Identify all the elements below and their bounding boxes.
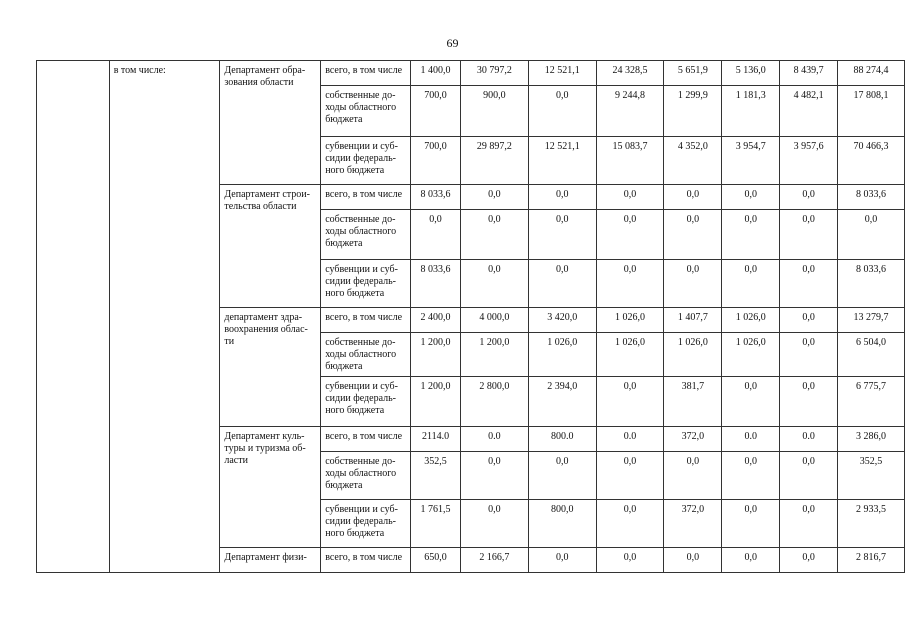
value-cell: 8 033,6 xyxy=(411,185,461,210)
value-cell: 0.0 xyxy=(460,427,528,452)
value-cell: 2 800,0 xyxy=(460,377,528,427)
value-cell: 0,0 xyxy=(596,377,664,427)
department-name-cell: Департамент строи-тельства области xyxy=(220,185,321,308)
value-cell: 0.0 xyxy=(780,427,838,452)
budget-table xyxy=(36,60,905,573)
total-value-cell: 2 816,7 xyxy=(838,548,905,573)
value-cell: 0,0 xyxy=(596,500,664,548)
value-cell: 0,0 xyxy=(596,260,664,308)
department-name-cell: департамент здра-воохранения облас-ти xyxy=(220,308,321,427)
value-cell: 0,0 xyxy=(664,260,722,308)
row-label-cell: всего, в том числе xyxy=(321,308,411,333)
value-cell: 0,0 xyxy=(528,86,596,137)
row-label-cell: субвенции и суб-сидии федераль-ного бюджета xyxy=(321,500,411,548)
value-cell: 1 407,7 xyxy=(664,308,722,333)
value-cell: 2 394,0 xyxy=(528,377,596,427)
row-label-cell: всего, в том числе xyxy=(321,427,411,452)
value-cell: 900,0 xyxy=(460,86,528,137)
value-cell: 1 200,0 xyxy=(411,377,461,427)
value-cell: 0,0 xyxy=(528,260,596,308)
value-cell: 12 521,1 xyxy=(528,61,596,86)
total-value-cell: 352,5 xyxy=(838,452,905,500)
value-cell: 0,0 xyxy=(528,185,596,210)
total-value-cell: 17 808,1 xyxy=(838,86,905,137)
total-value-cell: 0,0 xyxy=(838,210,905,260)
value-cell: 5 651,9 xyxy=(664,61,722,86)
value-cell: 0,0 xyxy=(664,210,722,260)
group-label-cell: в том числе: xyxy=(109,61,220,573)
value-cell: 8 033,6 xyxy=(411,260,461,308)
row-label-cell: собственные до-ходы областного бюджета xyxy=(321,452,411,500)
row-label-cell: субвенции и суб-сидии федераль-ного бюджета xyxy=(321,260,411,308)
value-cell: 0,0 xyxy=(780,377,838,427)
value-cell: 0,0 xyxy=(780,308,838,333)
department-name-cell: Департамент куль-туры и туризма об-ласти xyxy=(220,427,321,548)
value-cell: 4 000,0 xyxy=(460,308,528,333)
total-value-cell: 13 279,7 xyxy=(838,308,905,333)
value-cell: 0,0 xyxy=(596,185,664,210)
value-cell: 15 083,7 xyxy=(596,137,664,185)
row-label-cell: всего, в том числе xyxy=(321,185,411,210)
value-cell: 1 026,0 xyxy=(596,333,664,377)
value-cell: 1 026,0 xyxy=(664,333,722,377)
value-cell: 2 400,0 xyxy=(411,308,461,333)
total-value-cell: 8 033,6 xyxy=(838,260,905,308)
value-cell: 30 797,2 xyxy=(460,61,528,86)
value-cell: 1 026,0 xyxy=(722,308,780,333)
page-number: 69 xyxy=(446,36,459,50)
value-cell: 29 897,2 xyxy=(460,137,528,185)
value-cell: 1 299,9 xyxy=(664,86,722,137)
value-cell: 0,0 xyxy=(528,452,596,500)
value-cell: 0,0 xyxy=(722,185,780,210)
value-cell: 9 244,8 xyxy=(596,86,664,137)
value-cell: 700,0 xyxy=(411,86,461,137)
value-cell: 0,0 xyxy=(780,500,838,548)
row-label-cell: собственные до-ходы областного бюджета xyxy=(321,333,411,377)
department-name-cell: Департамент обра-зования области xyxy=(220,61,321,185)
value-cell: 0,0 xyxy=(780,260,838,308)
value-cell: 0,0 xyxy=(722,260,780,308)
row-label-cell: всего, в том числе xyxy=(321,61,411,86)
total-value-cell: 88 274,4 xyxy=(838,61,905,86)
value-cell: 650,0 xyxy=(411,548,461,573)
value-cell: 0,0 xyxy=(528,210,596,260)
total-value-cell: 70 466,3 xyxy=(838,137,905,185)
value-cell: 0,0 xyxy=(460,452,528,500)
value-cell: 0,0 xyxy=(722,500,780,548)
table-row xyxy=(37,61,905,86)
value-cell: 700,0 xyxy=(411,137,461,185)
row-label-cell: субвенции и суб-сидии федераль-ного бюджета xyxy=(321,377,411,427)
value-cell: 0,0 xyxy=(780,333,838,377)
row-label-cell: всего, в том числе xyxy=(321,548,411,573)
total-value-cell: 2 933,5 xyxy=(838,500,905,548)
value-cell: 0,0 xyxy=(780,548,838,573)
value-cell: 0,0 xyxy=(722,548,780,573)
value-cell: 12 521,1 xyxy=(528,137,596,185)
total-value-cell: 8 033,6 xyxy=(838,185,905,210)
total-value-cell: 6 504,0 xyxy=(838,333,905,377)
value-cell: 1 200,0 xyxy=(460,333,528,377)
value-cell: 3 954,7 xyxy=(722,137,780,185)
value-cell: 8 439,7 xyxy=(780,61,838,86)
value-cell: 0,0 xyxy=(460,500,528,548)
value-cell: 0,0 xyxy=(664,548,722,573)
total-value-cell: 6 775,7 xyxy=(838,377,905,427)
value-cell: 372,0 xyxy=(664,500,722,548)
value-cell: 0.0 xyxy=(596,427,664,452)
value-cell: 1 181,3 xyxy=(722,86,780,137)
value-cell: 0,0 xyxy=(722,452,780,500)
value-cell: 0,0 xyxy=(722,377,780,427)
value-cell: 3 957,6 xyxy=(780,137,838,185)
value-cell: 5 136,0 xyxy=(722,61,780,86)
value-cell: 0,0 xyxy=(780,452,838,500)
value-cell: 1 400,0 xyxy=(411,61,461,86)
row-label-cell: субвенции и суб-сидии федераль-ного бюджета xyxy=(321,137,411,185)
value-cell: 372,0 xyxy=(664,427,722,452)
value-cell: 0.0 xyxy=(722,427,780,452)
value-cell: 1 026,0 xyxy=(596,308,664,333)
value-cell: 0,0 xyxy=(460,210,528,260)
value-cell: 0,0 xyxy=(722,210,780,260)
value-cell: 0,0 xyxy=(596,548,664,573)
value-cell: 0,0 xyxy=(596,210,664,260)
value-cell: 1 761,5 xyxy=(411,500,461,548)
value-cell: 0,0 xyxy=(664,185,722,210)
value-cell: 1 200,0 xyxy=(411,333,461,377)
total-value-cell: 3 286,0 xyxy=(838,427,905,452)
value-cell: 352,5 xyxy=(411,452,461,500)
row-label-cell: собственные до-ходы областного бюджета xyxy=(321,86,411,137)
row-label-cell: собственные до-ходы областного бюджета xyxy=(321,210,411,260)
value-cell: 381,7 xyxy=(664,377,722,427)
value-cell: 24 328,5 xyxy=(596,61,664,86)
value-cell: 0,0 xyxy=(528,548,596,573)
value-cell: 0,0 xyxy=(596,452,664,500)
value-cell: 0,0 xyxy=(460,185,528,210)
value-cell: 0,0 xyxy=(664,452,722,500)
value-cell: 4 482,1 xyxy=(780,86,838,137)
value-cell: 2 166,7 xyxy=(460,548,528,573)
value-cell: 3 420,0 xyxy=(528,308,596,333)
value-cell: 2114.0 xyxy=(411,427,461,452)
value-cell: 800.0 xyxy=(528,427,596,452)
value-cell: 1 026,0 xyxy=(528,333,596,377)
value-cell: 0,0 xyxy=(780,210,838,260)
value-cell: 0,0 xyxy=(780,185,838,210)
department-name-cell: Департамент физи- xyxy=(220,548,321,573)
value-cell: 800,0 xyxy=(528,500,596,548)
value-cell: 4 352,0 xyxy=(664,137,722,185)
empty-column-cell xyxy=(37,61,110,573)
value-cell: 0,0 xyxy=(460,260,528,308)
value-cell: 0,0 xyxy=(411,210,461,260)
value-cell: 1 026,0 xyxy=(722,333,780,377)
